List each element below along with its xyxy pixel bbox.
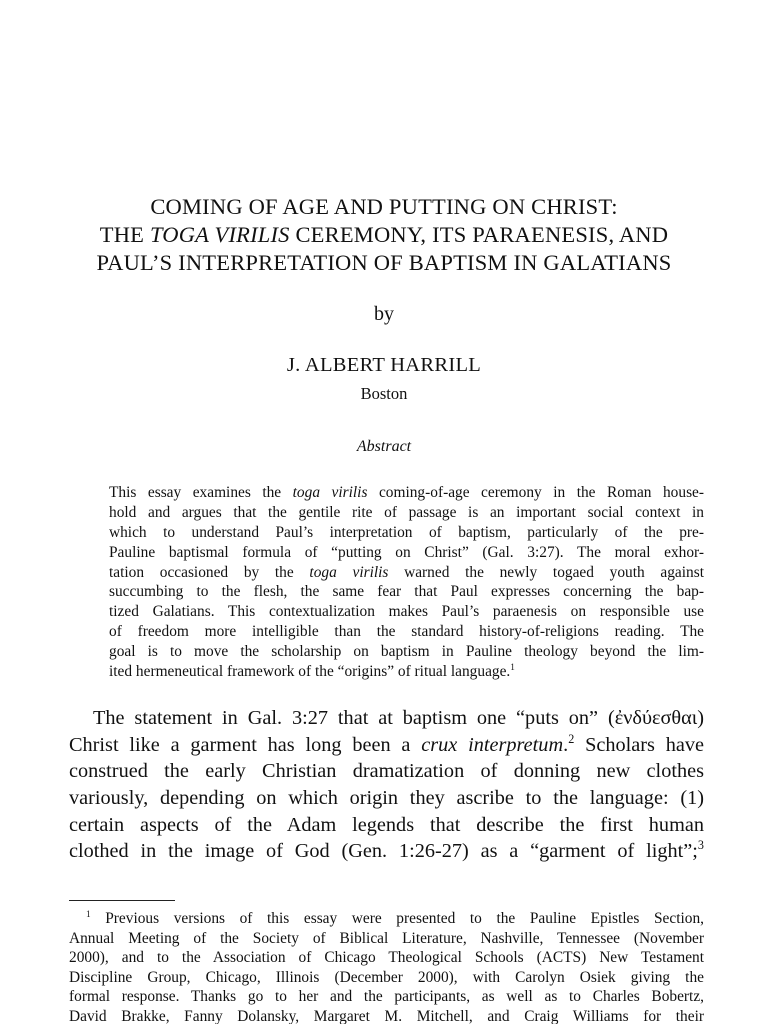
body-pre: certain aspects of the Adam legends that describe the first human [69, 813, 704, 836]
article-title [0, 193, 768, 277]
footnote-line [69, 909, 704, 929]
body-line [69, 812, 704, 839]
body-sup: 3 [697, 838, 704, 853]
body-post: . [563, 733, 569, 756]
body-line [69, 838, 704, 865]
footnote-line [69, 948, 704, 968]
body-pre: Christ like a garment has long been a [69, 733, 422, 756]
abstract-post: warned the newly togaed youth against [388, 563, 704, 581]
footnote-text: Previous versions of this essay were presented to the Pauline Epistles Section, [105, 910, 704, 927]
abstract-line [109, 503, 704, 523]
body-post2: Scholars have [574, 733, 704, 756]
abstract-pre: Pauline baptismal formula of “putting on Christ” (Gal. 3:27). The moral exhor- [109, 543, 704, 561]
abstract-italic: toga virilis [292, 484, 368, 501]
body-line [69, 705, 704, 732]
body-text [69, 705, 704, 865]
abstract-line [109, 523, 704, 543]
footnote-text: Discipline Group, Chicago, Illinois (December 2000), with Carolyn Osiek giving the [69, 968, 704, 986]
byline: by [374, 303, 394, 325]
abstract-heading: Abstract [356, 438, 412, 455]
abstract-italic: toga virilis [309, 563, 389, 581]
body-pre: The statement in Gal. 3:27 that at baptism one “puts on” (ἐνδύεσθαι) [93, 707, 704, 729]
body-pre: clothed in the image of God (Gen. 1:26-27) as a “garment of light”; [69, 840, 698, 863]
abstract-pre: ited hermeneutical framework of the “origins” of ritual language. [109, 663, 511, 681]
abstract-pre: tation occasioned by the [109, 563, 310, 581]
footnote-line [69, 1007, 704, 1024]
footnote-line [69, 929, 704, 949]
abstract-line [109, 602, 704, 622]
body-line [69, 758, 704, 785]
title-line-3: PAUL’S INTERPRETATION OF BAPTISM IN GALATIANS [96, 250, 672, 275]
footnote-text: David Brakke, Fanny Dolansky, Margaret M. Mitchell, and Craig Williams for their [69, 1007, 704, 1024]
title-line-2-pre: THE [99, 222, 150, 247]
abstract-sup: 1 [510, 661, 515, 672]
abstract-text [109, 483, 704, 682]
abstract-post: coming-of-age ceremony in the Roman house- [367, 484, 705, 501]
author-name: J. ALBERT HARRILL [286, 354, 482, 376]
title-line-2 [0, 221, 768, 249]
abstract-line [109, 543, 704, 563]
footnote-text: 2000), and to the Association of Chicago Theological Schools (ACTS) New Testament [69, 949, 704, 967]
abstract-pre: tized Galatians. This contextualization makes Paul’s paraenesis on responsible use [109, 603, 704, 621]
abstract-line [109, 483, 704, 503]
body-sup: 2 [568, 731, 575, 746]
abstract-pre: hold and argues that the gentile rite of passage is an important social context in [109, 503, 704, 521]
footnote-line [69, 987, 704, 1007]
abstract-line [109, 662, 704, 682]
body-pre: construed the early Christian dramatization of donning new clothes [69, 760, 704, 783]
author-affiliation: Boston [360, 384, 408, 403]
abstract-pre: succumbing to the flesh, the same fear that Paul expresses concerning the bap- [109, 583, 704, 601]
abstract-pre: goal is to move the scholarship on baptism in Pauline theology beyond the lim- [109, 643, 704, 661]
footnote-divider [69, 900, 175, 901]
footnote-text: formal response. Thanks go to her and the participants, as well as to Charles Bobertz, [69, 988, 704, 1006]
abstract-pre: which to understand Paul’s interpretation of baptism, particularly of the pre- [109, 523, 704, 541]
abstract-line [109, 642, 704, 662]
body-line [69, 785, 704, 812]
body-italic: crux interpretum [421, 733, 564, 756]
footnote-line [69, 968, 704, 988]
body-line [69, 732, 704, 759]
abstract-pre: This essay examines the [109, 484, 293, 501]
title-line-1: COMING OF AGE AND PUTTING ON CHRIST: [150, 194, 618, 219]
footnote-marker: 1 [86, 908, 91, 919]
abstract-line [109, 622, 704, 642]
body-pre: variously, depending on which origin they ascribe to the language: (1) [69, 787, 704, 810]
abstract-line [109, 563, 704, 583]
abstract-line [109, 582, 704, 602]
title-line-2-italic: TOGA VIRILIS [149, 222, 290, 247]
footnote [69, 909, 704, 1024]
title-line-2-post: CEREMONY, ITS PARAENESIS, AND [289, 222, 669, 247]
abstract-pre: of freedom more intelligible than the standard history-of-religions reading. The [109, 623, 704, 641]
footnote-text: Annual Meeting of the Society of Biblical Literature, Nashville, Tennessee (November [69, 929, 704, 947]
